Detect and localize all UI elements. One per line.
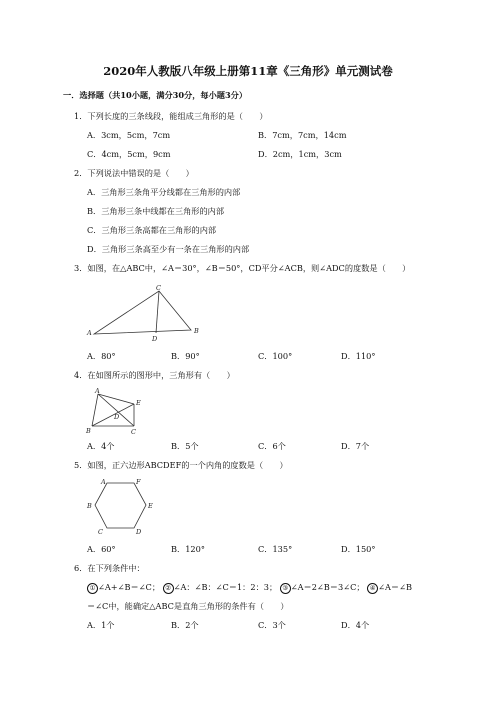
q5-label-a: A (101, 478, 106, 486)
q1-option-b[interactable]: B．7cm，7cm，14cm (258, 130, 347, 140)
q6-condition-1: ∠A+∠B＝∠C； (98, 582, 161, 592)
q4-label-a: A (95, 387, 100, 395)
q4-label-b: B (86, 427, 91, 435)
q5-option-d[interactable]: D．150° (341, 544, 376, 554)
q3-triangle-abc (94, 291, 191, 334)
page-title: 2020年人教版八年级上册第11章《三角形》单元测试卷 (103, 64, 393, 78)
q1-option-c[interactable]: C．4cm，5cm，9cm (87, 149, 171, 159)
q6-option-b[interactable]: B．2个 (171, 620, 199, 630)
q4-label-d: D (114, 413, 120, 421)
q6-condition-4: ∠A＝∠B (378, 582, 412, 592)
q3-option-d[interactable]: D．110° (341, 351, 376, 361)
q5-hexagon-figure (86, 478, 158, 536)
q6-condition-3: ∠A＝2∠B＝3∠C； (290, 582, 365, 592)
q5-label-f: F (136, 478, 141, 486)
q3-option-c[interactable]: C．100° (258, 351, 293, 361)
q5-hexagon (95, 483, 146, 528)
q3-triangle-figure (86, 282, 210, 344)
q2-option-c[interactable]: C．三角形三条高都在三角形的内部 (87, 225, 217, 235)
q5-label-c: C (98, 528, 103, 536)
q4-stem: 4．在如图所示的图形中，三角形有（ ） (74, 370, 235, 380)
q1-stem: 1．下列长度的三条线段，能组成三角形的是（ ） (74, 111, 268, 121)
q4-figure (84, 385, 148, 437)
q3-label-d: D (152, 335, 158, 343)
q2-option-d[interactable]: D．三角形三条高至少有一条在三角形的内部 (87, 244, 250, 254)
q1-option-d[interactable]: D．2cm，1cm，3cm (258, 149, 342, 159)
q4-option-d[interactable]: D．7个 (341, 441, 370, 451)
q2-stem: 2．下列说法中错误的是（ ） (74, 168, 194, 178)
q2-option-b[interactable]: B．三角形三条中线都在三角形的内部 (87, 206, 225, 216)
q4-label-e: E (136, 399, 141, 407)
q5-stem: 5．如图，正六边形ABCDEF的一个内角的度数是（ ） (74, 460, 288, 470)
circled-four-mark: ④ (367, 583, 378, 594)
q3-option-a[interactable]: A．80° (87, 351, 116, 361)
q5-label-d: D (136, 528, 142, 536)
q4-option-a[interactable]: A．4个 (87, 441, 115, 451)
q4-option-c[interactable]: C．6个 (258, 441, 286, 451)
q3-option-b[interactable]: B．90° (171, 351, 200, 361)
q6-stem-continued: ＝∠C中，能确定△ABC是直角三角形的条件有（ ） (87, 601, 289, 611)
q6-stem: 6．在下列条件中： (74, 563, 145, 573)
q3-stem: 3．如图，在△ABC中，∠A＝30°，∠B＝50°，CD平分∠ACB，则∠ADC的度数是（ ） (74, 263, 411, 273)
section-heading: 一．选择题（共10小题，满分30分，每小题3分） (63, 90, 248, 100)
q2-option-a[interactable]: A．三角形三条角平分线都在三角形的内部 (87, 187, 241, 197)
q3-label-b: B (194, 327, 199, 335)
q5-option-c[interactable]: C．135° (258, 544, 293, 554)
circled-two-mark: ② (163, 583, 174, 594)
q5-label-e: E (148, 502, 153, 510)
q3-label-c: C (156, 284, 161, 292)
q5-option-a[interactable]: A．60° (87, 544, 116, 554)
q6-option-c[interactable]: C．3个 (258, 620, 286, 630)
q5-option-b[interactable]: B．120° (171, 544, 205, 554)
q6-option-a[interactable]: A．1个 (87, 620, 115, 630)
q6-option-d[interactable]: D．4个 (341, 620, 370, 630)
circled-three-mark: ③ (280, 583, 291, 594)
q4-option-b[interactable]: B．5个 (171, 441, 199, 451)
circled-one-mark: ① (87, 583, 98, 594)
q3-label-a: A (87, 329, 92, 337)
q5-label-b: B (87, 502, 92, 510)
q6-condition-2: ∠A：∠B：∠C＝1：2：3； (173, 582, 278, 592)
q4-label-c: C (131, 428, 136, 436)
q1-option-a[interactable]: A．3cm，5cm，7cm (87, 130, 171, 140)
q6-conditions (87, 582, 412, 594)
q3-bisector-cd (156, 291, 159, 333)
